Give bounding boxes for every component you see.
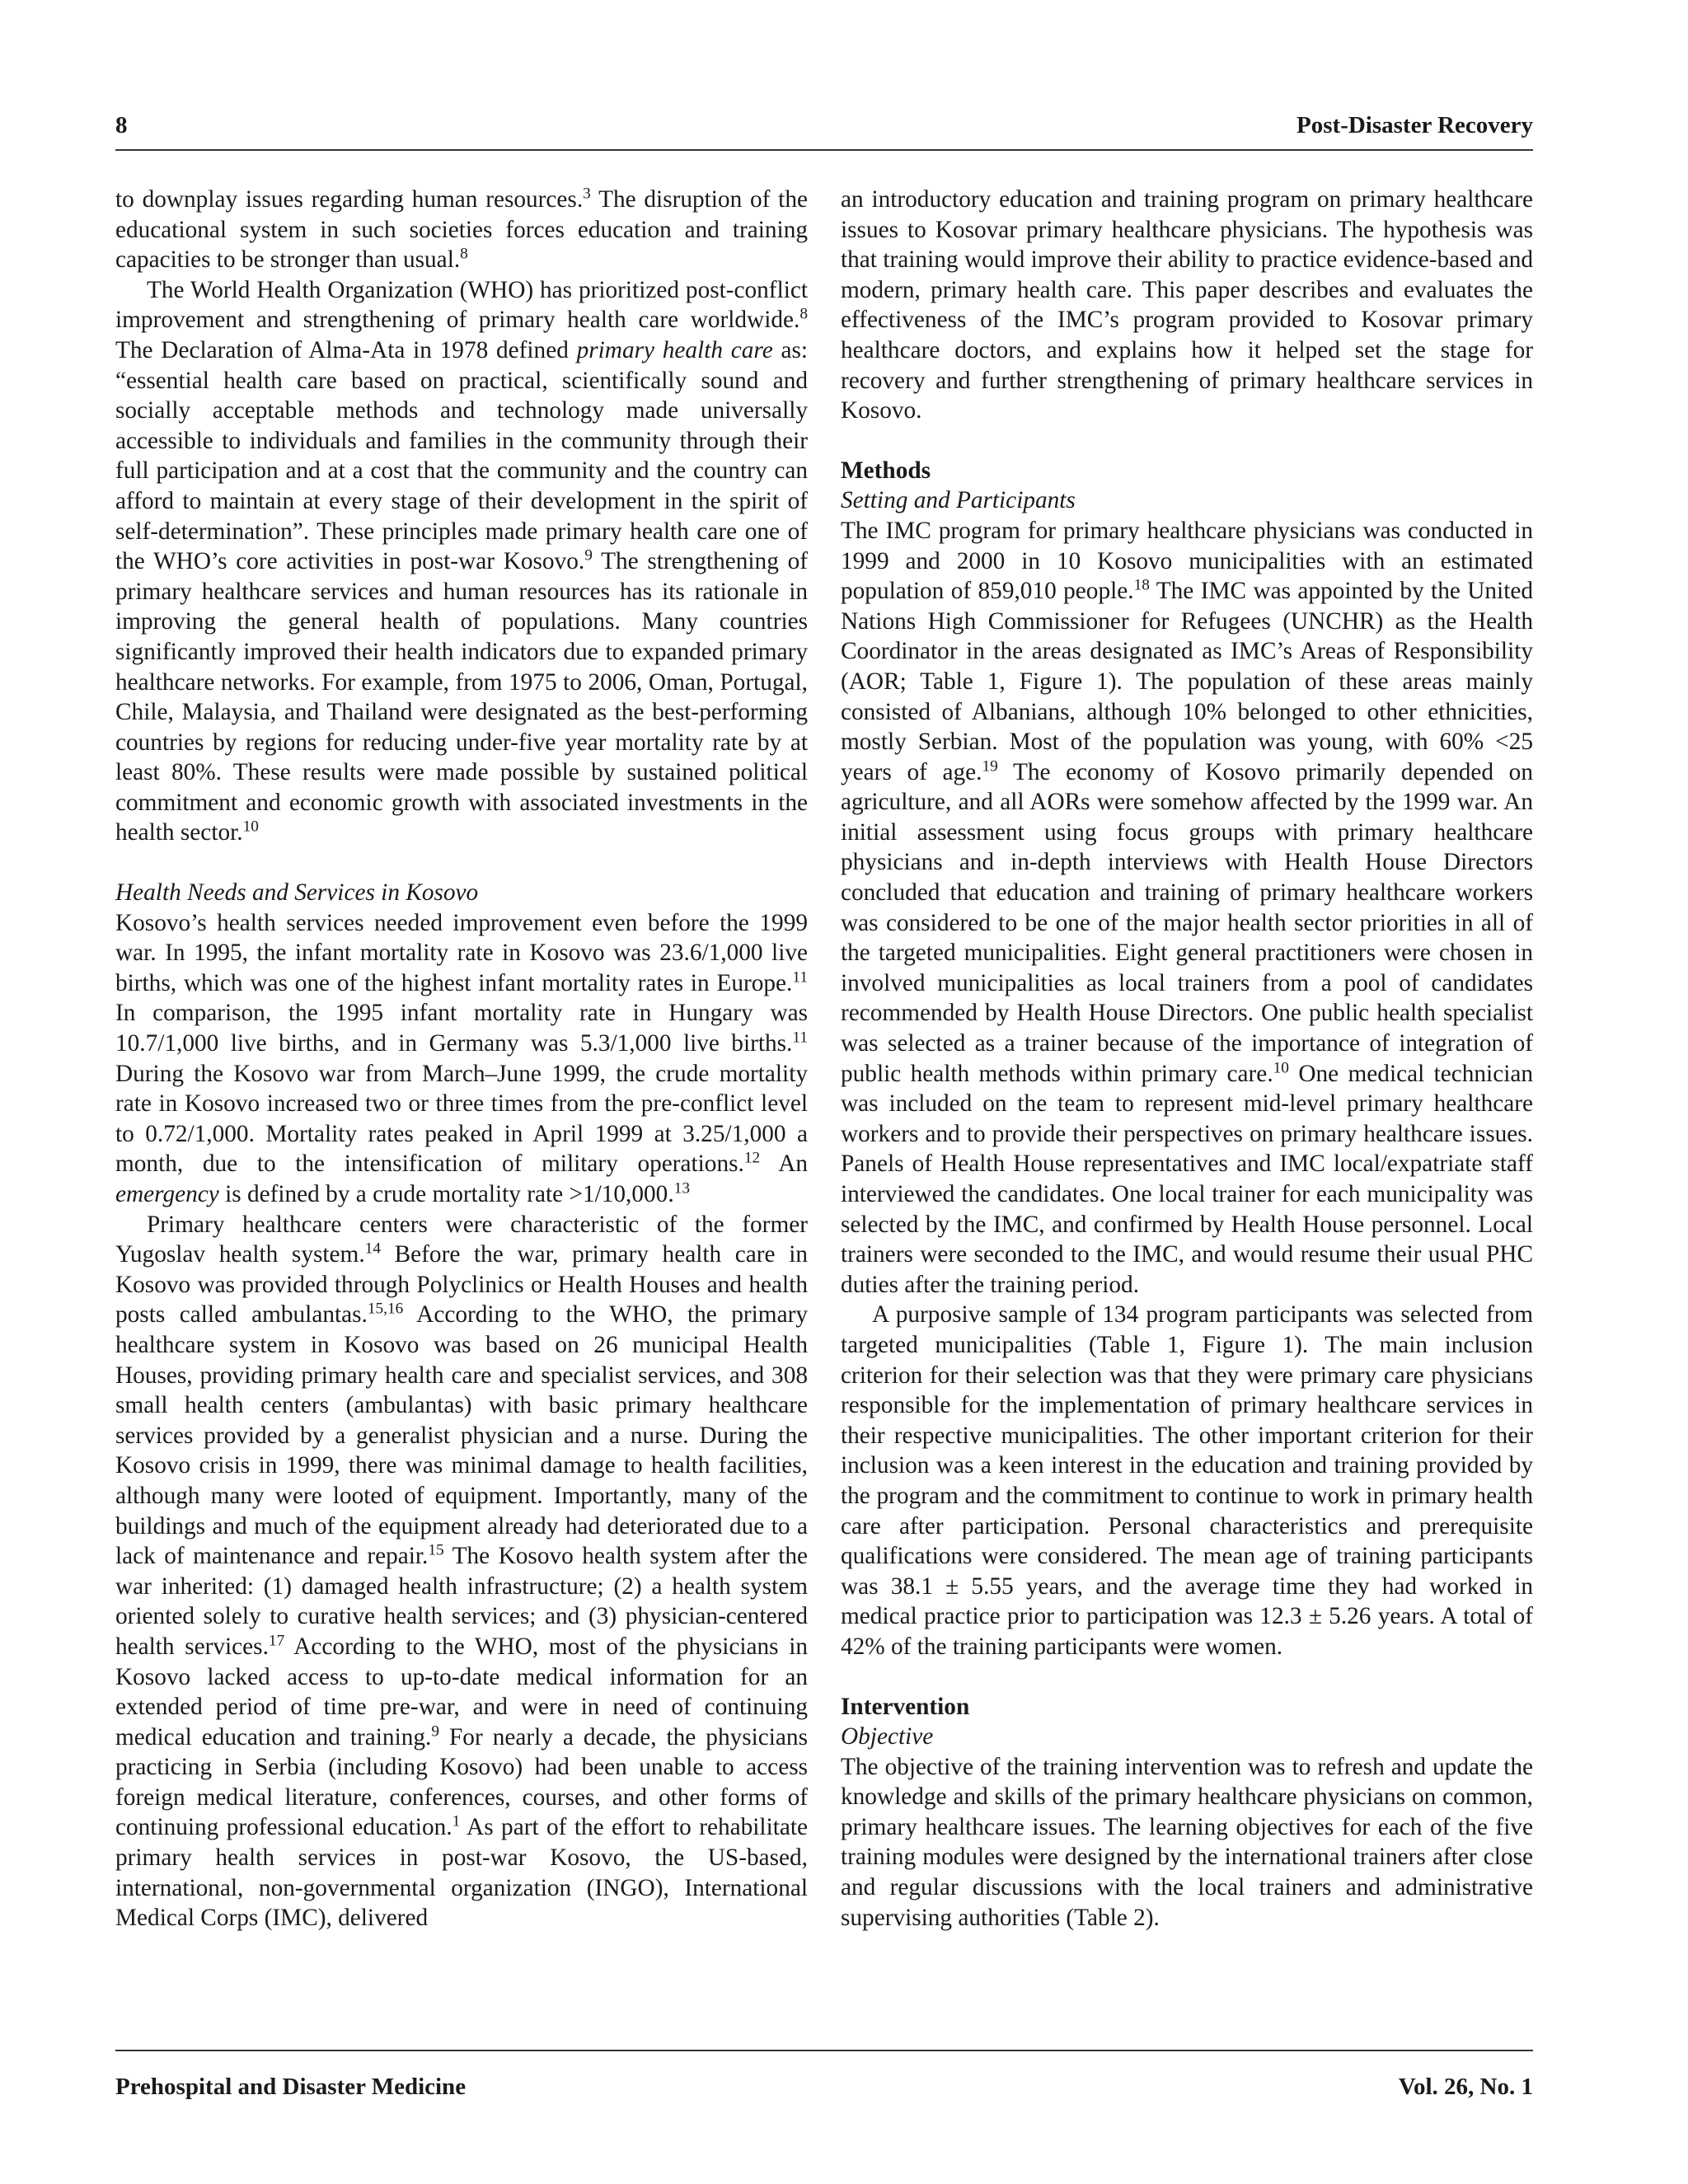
- citation: 1: [452, 1812, 461, 1830]
- right-column: [841, 185, 1533, 1933]
- paragraph: Primary healthcare centers were characteristic of the former Yugoslav health system.$^{14}$ Before the war, primary health care in Kosovo was provided through Polyclinics or Health Houses and health posts called ambulantas.$^{15,16}$ According to the WHO, the primary healthcare system in Kosovo was based on 26 municipal Health Houses, providing primary health care and specialist services, and 308 small health centers (ambulantas) with basic primary healthcare services provided by a generalist physician and a nurse. During the Kosovo crisis in 1999, there was minimal damage to health facilities, although many were looted of equipment. Importantly, many of the buildings and much of the equipment already had deteriorated due to a lack of maintenance and repair.$^{15}$ The Kosovo health system after the war inherited: (1) damaged health infrastructure; (2) a health system oriented solely to curative health services; and (3) physician-centered health services.$^{17}$ According to the WHO, most of the physicians in Kosovo lacked access to up-to-date medical information for an extended period of time pre-war, and were in need of continuing medical education and training.$^9$ For nearly a decade, the physicians practicing in Serbia (including Kosovo) had been unable to access foreign medical literature, conferences, courses, and other forms of continuing professional education.$^1$ As part of the effort to rehabilitate primary health services in post-war Kosovo, the US-based, international, non-governmental organization (INGO), International Medical Corps (IMC), delivered: [115, 1211, 808, 1932]
- citation: 3: [583, 185, 591, 203]
- citation: 10: [242, 818, 259, 836]
- citation: 9: [431, 1722, 440, 1741]
- page-number: 8: [115, 112, 128, 138]
- paragraph: Kosovo’s health services needed improvement even before the 1999 war. In 1995, the infant mortality rate in Kosovo was 23.6/1,000 live births, which was one of the highest infant mortality rates in Europe.$^{11}$ In comparison, the 1995 infant mortality rate in Hungary was 10.7/1,000 live births, and in Germany was 5.3/1,000 live births.$^{11}$ During the Kosovo war from March–June 1999, the crude mortality rate in Kosovo increased two or three times from the pre-conflict level to 0.72/1,000. Mortality rates peaked in April 1999 at 3.25/1,000 a month, due to the intensification of military operations.$^{12}$ An emergency is defined by a crude mortality rate >1/10,000.13: [115, 909, 809, 1207]
- paragraph: The objective of the training intervention was to refresh and update the knowledge and skills of the primary healthcare physicians on common, primary healthcare issues. The learning objectives for each of the five training modules were designed by the international trainers after close and regular discussions with the local trainers and administrative supervising authorities (Table 2).: [841, 1753, 1533, 1931]
- citation: 14: [364, 1240, 381, 1258]
- subsection-heading: Setting and Participants: [841, 487, 1076, 514]
- paragraph: to downplay issues regarding human resources.$^3$ The disruption of the educational system in such societies forces education and training capacities to be stronger than usual.$^8$: [115, 185, 808, 274]
- volume-issue: Vol. 26, No. 1: [1398, 2074, 1533, 2100]
- paragraph: A purposive sample of 134 program participants was selected from targeted municipalities (Table 1, Figure 1). The main inclusion criterion for their selection was that they were primary care physicians responsible for the implementation of primary healthcare services in their respective municipalities. The other important criterion for their inclusion was a keen interest in the education and training provided by the program and the commitment to continue to work in primary health care after participation. Personal characteristics and prerequisite qualifications were considered. The mean age of training participants was 38.1 ± 5.55 years, and the average time they had worked in medical practice prior to participation was 12.3 ± 5.26 years. A total of 42% of the training participants were women.: [841, 1301, 1533, 1660]
- citation: 12: [743, 1149, 761, 1167]
- citation: 15,16: [367, 1300, 404, 1318]
- paragraph: an introductory education and training program on primary healthcare issues to Kosovar primary healthcare physicians. The hypothesis was that training would improve their ability to practice evidence-based and modern, primary health care. This paper describes and evaluates the effectiveness of the IMC’s program provided to Kosovar primary healthcare doctors, and explains how it helped set the stage for recovery and further strengthening of primary healthcare services in Kosovo.: [841, 186, 1533, 424]
- subsection-heading: Health Needs and Services in Kosovo: [115, 879, 479, 907]
- citation: 8: [460, 245, 468, 263]
- running-title: Post-Disaster Recovery: [1296, 112, 1533, 138]
- citation: 15: [428, 1541, 444, 1559]
- journal-name: Prehospital and Disaster Medicine: [115, 2074, 467, 2100]
- header-rule: [115, 149, 1533, 151]
- citation: 10: [1273, 1059, 1289, 1076]
- section-heading-methods: Methods: [841, 457, 931, 484]
- footer-rule: [115, 2050, 1533, 2051]
- citation: 9: [584, 546, 593, 565]
- subsection-heading: Objective: [841, 1723, 934, 1750]
- citation: 11: [792, 968, 808, 987]
- paragraph: The World Health Organization (WHO) has prioritized post-conflict improvement and strengthening of primary health care worldwide.$^8$ The Declaration of Alma-Ata in 1978 defined primary health care as: “essential health care based on practical, scientifically sound and socially acceptable methods and technology made universally accessible to individuals and families in the community through their full participation and at a cost that the community and the country can afford to maintain at every stage of their development in the spirit of self-determination”. These principles made primary health care one of the WHO’s core activities in post-war Kosovo.$^9$ The strengthening of primary healthcare services and human resources has its rationale in improving the general health of populations. Many countries significantly improved their health indicators due to expanded primary healthcare networks. For example, from 1975 to 2006, Oman, Portugal, Chile, Malaysia, and Thailand were designated as the best-performing countries by regions for reducing under-five year mortality rate by at least 80%. These results were made possible by sustained political commitment and economic growth with associated investments in the health sector.$^{10}$: [115, 276, 809, 846]
- left-column: [115, 185, 808, 1933]
- citation: 18: [1133, 576, 1150, 594]
- section-heading-intervention: Intervention: [841, 1693, 970, 1720]
- citation: 11: [792, 1029, 808, 1047]
- citation: 17: [268, 1632, 285, 1650]
- citation: 8: [799, 305, 808, 323]
- paragraph: The IMC program for primary healthcare physicians was conducted in 1999 and 2000 in 10 Kosovo municipalities with an estimated population of 859,010 people.$^{18}$ The IMC was appointed by the United Nations High Commissioner for Refugees (UNCHR) as the Health Coordinator in the areas designated as IMC’s Areas of Responsibility (AOR; Table 1, Figure 1). The population of these areas mainly consisted of Albanians, although 10% belonged to other ethnicities, mostly Serbian. Most of the population was young, with 60% <25 years of age.$^{19}$ The economy of Kosovo primarily depended on agriculture, and all AORs were somehow affected by the 1999 war. An initial assessment using focus groups with primary healthcare physicians and in-depth interviews with Health House Directors concluded that education and training of primary healthcare workers was considered to be one of the major health sector priorities in all of the targeted municipalities. Eight general practitioners were chosen in involved municipalities as local trainers from a pool of candidates recommended by Health House Directors. One public health specialist was selected as a trainer because of the importance of integration of public health methods within primary care.$^{10}$ One medical technician was included on the team to represent mid-level primary healthcare workers and to provide their perspectives on primary healthcare issues. Panels of Health House representatives and IMC local/expatriate staff interviewed the candidates. One local trainer for each municipality was selected by the IMC, and confirmed by Health House personnel. Local trainers were seconded to the IMC, and would resume their usual PHC duties after the training period.: [841, 517, 1533, 1298]
- citation: 13: [673, 1179, 690, 1197]
- citation: 19: [982, 757, 998, 776]
